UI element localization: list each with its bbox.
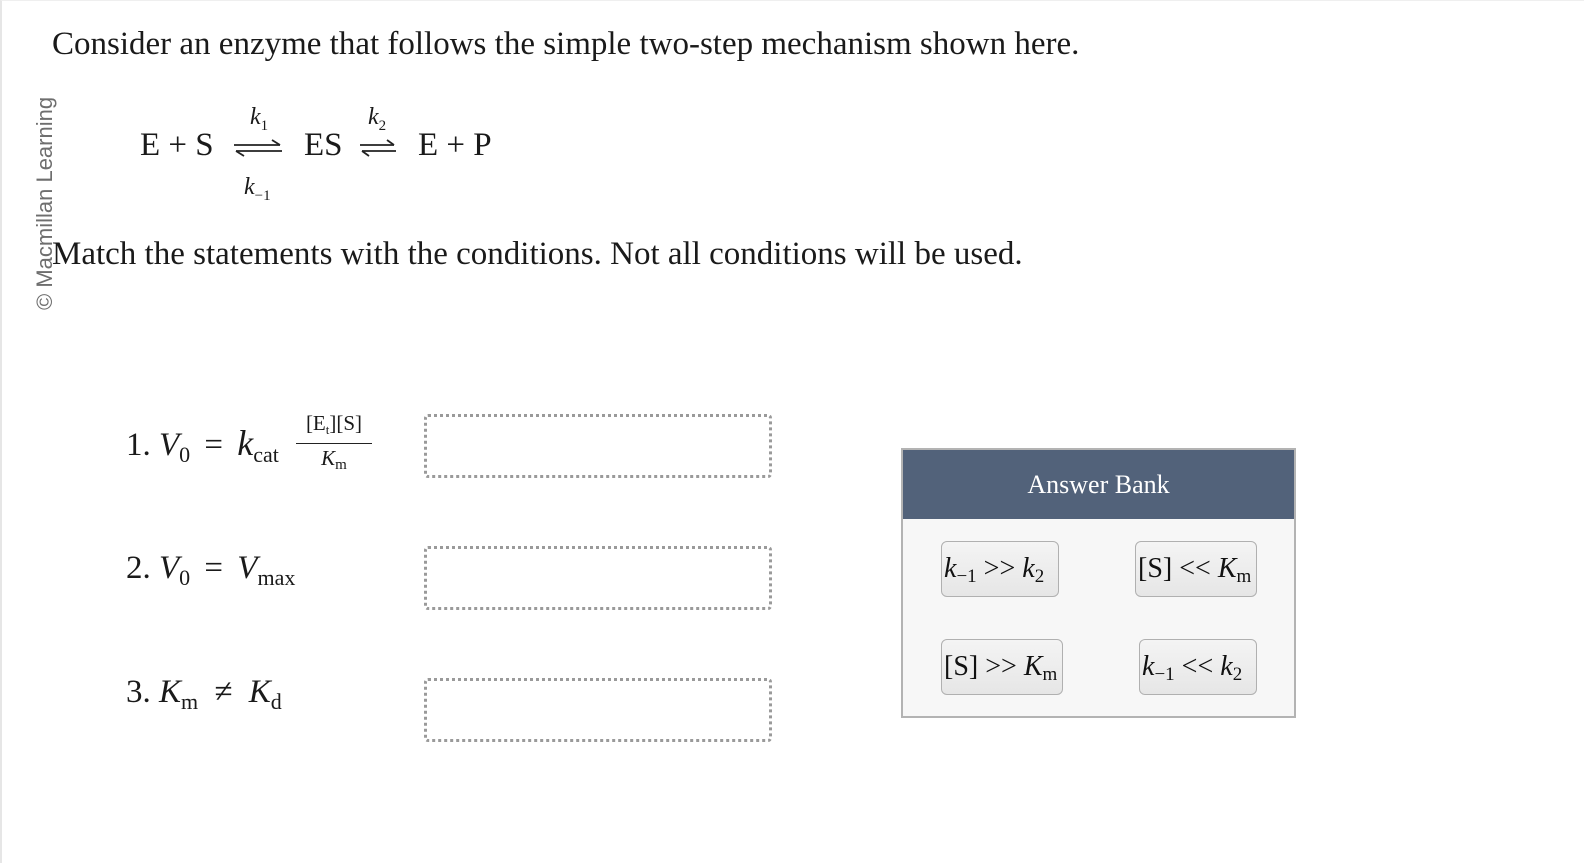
statement-2: 2. $V_0 = V_{max}$ (126, 550, 296, 590)
copyright-watermark: © Macmillan Learning (32, 96, 57, 310)
answer-chip-s-ll-km[interactable]: [S] << Km (1135, 541, 1257, 597)
k1-label: $k_1$ (250, 104, 269, 134)
answer-chip-k-minus1-ll-k2[interactable]: k−1 << k2 (1139, 639, 1257, 695)
products: E + P (418, 127, 492, 163)
intro-text: Consider an enzyme that follows the simple two-step mechanism shown here. (52, 26, 1080, 62)
k2-label: $k_2$ (368, 104, 387, 134)
k-minus1-label: $k_{-1}$ (244, 174, 271, 204)
answer-bank (901, 448, 1296, 718)
equilibrium-arrow-1 (232, 138, 284, 158)
drop-target-statement-2[interactable] (424, 546, 772, 610)
answer-chip-k-minus1-gg-k2[interactable]: k−1 >> k2 (941, 541, 1059, 597)
reactants: E + S (140, 127, 214, 163)
drop-target-statement-3[interactable] (424, 678, 772, 742)
equilibrium-arrow-2 (358, 138, 398, 158)
answer-bank-title: Answer Bank (903, 450, 1294, 519)
statement-1-fraction: $\frac{[Et][S]}{Km}$ (296, 410, 372, 479)
statement-1: 1. $V_0 = k_{cat}$ (126, 423, 279, 467)
drop-target-statement-1[interactable] (424, 414, 772, 478)
intermediate: ES (304, 127, 343, 163)
statement-3: 3. $K_m \ne K_d$ (126, 674, 282, 714)
instruction-text: Match the statements with the conditions. Not all conditions will be used. (52, 236, 1023, 272)
answer-chip-s-gg-km[interactable]: [S] >> Km (941, 639, 1063, 695)
reaction-mechanism (140, 96, 540, 216)
